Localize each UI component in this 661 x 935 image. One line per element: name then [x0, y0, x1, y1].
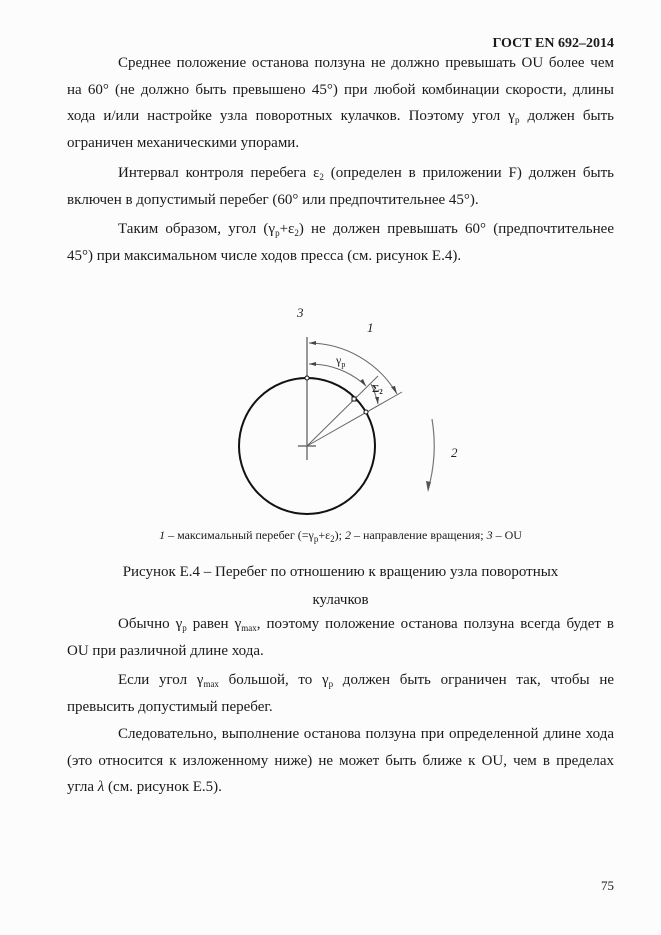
stop-point — [352, 397, 356, 401]
text: Обычно γ — [118, 616, 183, 632]
subscript: р — [514, 115, 520, 125]
text: , поэтому положение останова ползуна всегда будет в OU при различной длине хода. — [67, 616, 614, 659]
page-number: 75 — [601, 878, 614, 893]
text: ); — [334, 528, 345, 542]
text: равен γ — [186, 616, 242, 632]
text: +ε — [279, 221, 295, 237]
text: Среднее положение останова ползуна не должно превышать OU более чем на 60° (не должно быть превышено 45°) при любой комбинации скорости, длины хода и/или настройке узла поворотных кулачков. Поэтому угол γ — [67, 55, 614, 124]
subscript: 2 — [294, 228, 299, 238]
text: должен быть ограничен механическими упорами. — [67, 108, 614, 151]
paragraph-4 — [67, 611, 614, 664]
text: – OU — [492, 528, 522, 542]
subscript: 2 — [319, 172, 324, 182]
text: 2 — [344, 528, 351, 542]
epsilon-label: Σ2 — [372, 383, 383, 396]
label-1: 1 — [367, 320, 374, 335]
figure-title — [67, 558, 614, 614]
paragraph-6 — [67, 721, 614, 801]
subscript: 2 — [330, 534, 335, 544]
rotation-arrowhead — [426, 481, 431, 492]
lambda-symbol: λ — [97, 779, 105, 795]
text: 1 — [159, 528, 166, 542]
text: +ε — [318, 528, 331, 542]
text: Интервал контроля перебега ε — [118, 165, 320, 181]
ou-point — [305, 376, 309, 380]
arrowhead — [309, 341, 316, 345]
arrowhead — [375, 397, 379, 404]
text: должен быть ограничен так, чтобы не превысить допустимый перебег. — [67, 672, 615, 715]
arrowhead — [309, 362, 316, 366]
arrowhead — [360, 379, 366, 386]
text: – максимальный перебег (=γ — [165, 528, 314, 542]
standard-header: ГОСТ EN 692–2014 — [492, 36, 614, 51]
subscript: р — [182, 623, 187, 633]
text: большой, то γ — [218, 672, 329, 688]
figure-title-line-2: кулачков — [312, 592, 369, 608]
subscript: р — [313, 534, 319, 544]
gamma-label: $\gamma_р$ — [336, 353, 346, 369]
text: ) не должен превышать 60° (предпочтительнее 45°) при максимальном числе ходов пресса (см. рисунок Е.4). — [67, 221, 614, 264]
paragraph-5 — [67, 667, 614, 720]
subscript: max — [241, 623, 257, 633]
arrowhead — [391, 386, 397, 394]
subscript: р — [275, 228, 280, 238]
text: Таким образом, угол (γ — [118, 221, 276, 237]
text: Следовательно, выполнение останова ползуна при определенной длине хода (это относится к изложенному ниже) не может быть ближе к OU, чем в пределах угла — [67, 726, 614, 795]
text: (определен в приложении F) должен быть включен в допустимый перебег (60° или предпочтительнее 45°). — [67, 165, 614, 208]
text: Если угол γ — [118, 672, 204, 688]
text: 3 — [486, 528, 493, 542]
text: (см. рисунок Е.5). — [104, 779, 222, 795]
subscript: р — [328, 679, 334, 689]
label-2: 2 — [451, 445, 458, 460]
overrun-point — [364, 410, 368, 414]
rotation-arrow — [428, 419, 434, 490]
figure-title-line-1: Рисунок Е.4 – Перебег по отношению к вращению узла поворотных — [122, 564, 559, 580]
label-3: 3 — [297, 305, 304, 320]
overrun-arc — [309, 343, 397, 394]
text: – направление вращения; — [350, 528, 487, 542]
subscript: max — [203, 679, 219, 689]
figure-legend — [67, 528, 614, 543]
gamma-arc — [309, 364, 366, 386]
